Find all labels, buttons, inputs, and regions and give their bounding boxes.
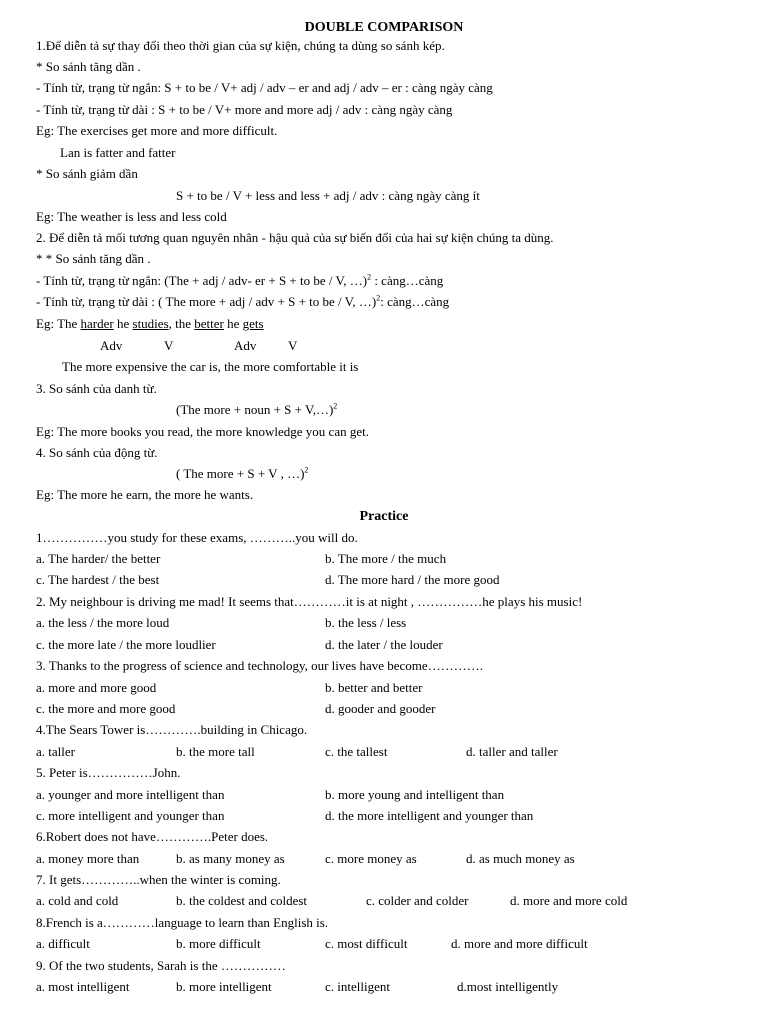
section-1-heading: 1.Để diễn tả sự thay đổi theo thời gian của sự kiện, chúng ta dùng so sánh kép. — [36, 38, 445, 53]
question-3-options — [36, 677, 748, 698]
section-3-heading: 3. So sánh của danh từ. — [36, 381, 157, 396]
question-2: 2. My neighbour is driving me mad! It seems that…………it is at night , ……………he plays his music! — [36, 594, 583, 609]
option-d: d. more and more cold — [510, 893, 628, 908]
rule-long-adj: - Tính từ, trạng từ dài : S + to be / V+ more and more adj / adv : càng ngày càng — [36, 102, 453, 117]
question-8: 8.French is a…………language to learn than English is. — [36, 915, 329, 930]
example-underlined: Eg: The harder he studies, the better he gets — [36, 316, 264, 331]
option-d: d. The more hard / the more good — [325, 572, 500, 587]
example-text: Eg: The exercises get more and more difficult. — [36, 123, 278, 138]
option-a: a. difficult — [36, 936, 90, 951]
question-4: 4.The Sears Tower is………….building in Chicago. — [36, 722, 308, 737]
option-c: c. most difficult — [325, 936, 408, 951]
example-text: Eg: The more he earn, the more he wants. — [36, 487, 254, 502]
example-text: Eg: The weather is less and less cold — [36, 209, 227, 224]
rule-short-adj: - Tính từ, trạng từ ngắn: (The + adj / adv- er + S + to be / V, …)$^2$ : càng…càng — [36, 272, 444, 288]
option-c: c. intelligent — [325, 979, 390, 994]
option-b: b. the coldest and coldest — [176, 893, 308, 908]
question-1-options — [36, 569, 748, 590]
option-d: d. more and more difficult — [451, 936, 588, 951]
option-d: d. taller and taller — [466, 744, 558, 759]
option-b: b. the more tall — [176, 744, 255, 759]
word-class-labels: Adv V Adv V — [100, 338, 298, 353]
question-8-options — [36, 933, 748, 954]
question-2-options — [36, 634, 748, 655]
option-c: c. The hardest / the best — [36, 572, 160, 587]
option-c: c. the tallest — [325, 744, 388, 759]
example-text: Lan is fatter and fatter — [60, 145, 176, 160]
option-b: b. more intelligent — [176, 979, 272, 994]
question-1: 1……………you study for these exams, ………..you will do. — [36, 530, 358, 545]
increase-heading: * * So sánh tăng dần . — [36, 251, 151, 266]
question-9: 9. Of the two students, Sarah is the …………… — [36, 958, 286, 973]
example-text: Eg: The more books you read, the more knowledge you can get. — [36, 424, 369, 439]
decrease-heading: * So sánh giảm dần — [36, 166, 138, 181]
option-a: a. more and more good — [36, 680, 157, 695]
option-b: b. more young and intelligent than — [325, 787, 505, 802]
rule-decrease: S + to be / V + less and less + adj / adv : càng ngày càng ít — [176, 188, 480, 203]
question-5: 5. Peter is……………John. — [36, 765, 181, 780]
option-b: b. The more / the much — [325, 551, 447, 566]
practice-heading: Practice — [359, 509, 409, 524]
question-6-options — [36, 848, 748, 869]
option-b: b. more difficult — [176, 936, 261, 951]
question-7: 7. It gets…………..when the winter is coming. — [36, 872, 281, 887]
option-a: a. younger and more intelligent than — [36, 787, 225, 802]
option-b: b. better and better — [325, 680, 423, 695]
option-a: a. most intelligent — [36, 979, 130, 994]
option-a: a. cold and cold — [36, 893, 119, 908]
section-4-heading: 4. So sánh của động từ. — [36, 445, 158, 460]
question-2-options — [36, 612, 748, 633]
option-d: d. gooder and gooder — [325, 701, 436, 716]
example-text: The more expensive the car is, the more comfortable it is — [62, 359, 359, 374]
option-c: c. the more and more good — [36, 701, 176, 716]
question-5-options — [36, 784, 748, 805]
question-6: 6.Robert does not have………….Peter does. — [36, 829, 269, 844]
rule-noun: (The more + noun + S + V,…)$^2$ — [176, 401, 338, 417]
question-3-options — [36, 698, 748, 719]
question-1-options — [36, 548, 748, 569]
question-5-options — [36, 805, 748, 826]
increase-heading: * So sánh tăng dần . — [36, 59, 141, 74]
option-d: d.most intelligently — [457, 979, 559, 994]
option-a: a. money more than — [36, 851, 140, 866]
question-4-options — [36, 741, 748, 762]
option-c: c. more intelligent and younger than — [36, 808, 225, 823]
section-2-heading: 2. Để diễn tả mối tương quan nguyên nhân - hậu quả của sự biến đổi của hai sự kiện chúng ta dùng. — [36, 230, 554, 245]
option-a: a. the less / the more loud — [36, 615, 170, 630]
option-d: d. as much money as — [466, 851, 575, 866]
option-d: d. the later / the louder — [325, 637, 443, 652]
option-d: d. the more intelligent and younger than — [325, 808, 534, 823]
question-3: 3. Thanks to the progress of science and technology, our lives have become…………. — [36, 658, 483, 673]
rule-long-adj: - Tính từ, trạng từ dài : ( The more + adj / adv + S + to be / V, …)$^2$: càng…càng — [36, 293, 450, 309]
option-b: b. the less / less — [325, 615, 407, 630]
option-c: c. colder and colder — [366, 893, 469, 908]
page-title: DOUBLE COMPARISON — [304, 20, 464, 35]
option-c: c. more money as — [325, 851, 417, 866]
question-9-options — [36, 976, 748, 997]
question-7-options — [36, 890, 748, 911]
rule-verb: ( The more + S + V , …)$^2$ — [176, 465, 309, 481]
option-a: a. taller — [36, 744, 75, 759]
rule-short-adj: - Tính từ, trạng từ ngắn: S + to be / V+ adj / adv – er and adj / adv – er : càng ngày càng — [36, 80, 493, 95]
option-b: b. as many money as — [176, 851, 285, 866]
option-a: a. The harder/ the better — [36, 551, 161, 566]
option-c: c. the more late / the more loudlier — [36, 637, 216, 652]
